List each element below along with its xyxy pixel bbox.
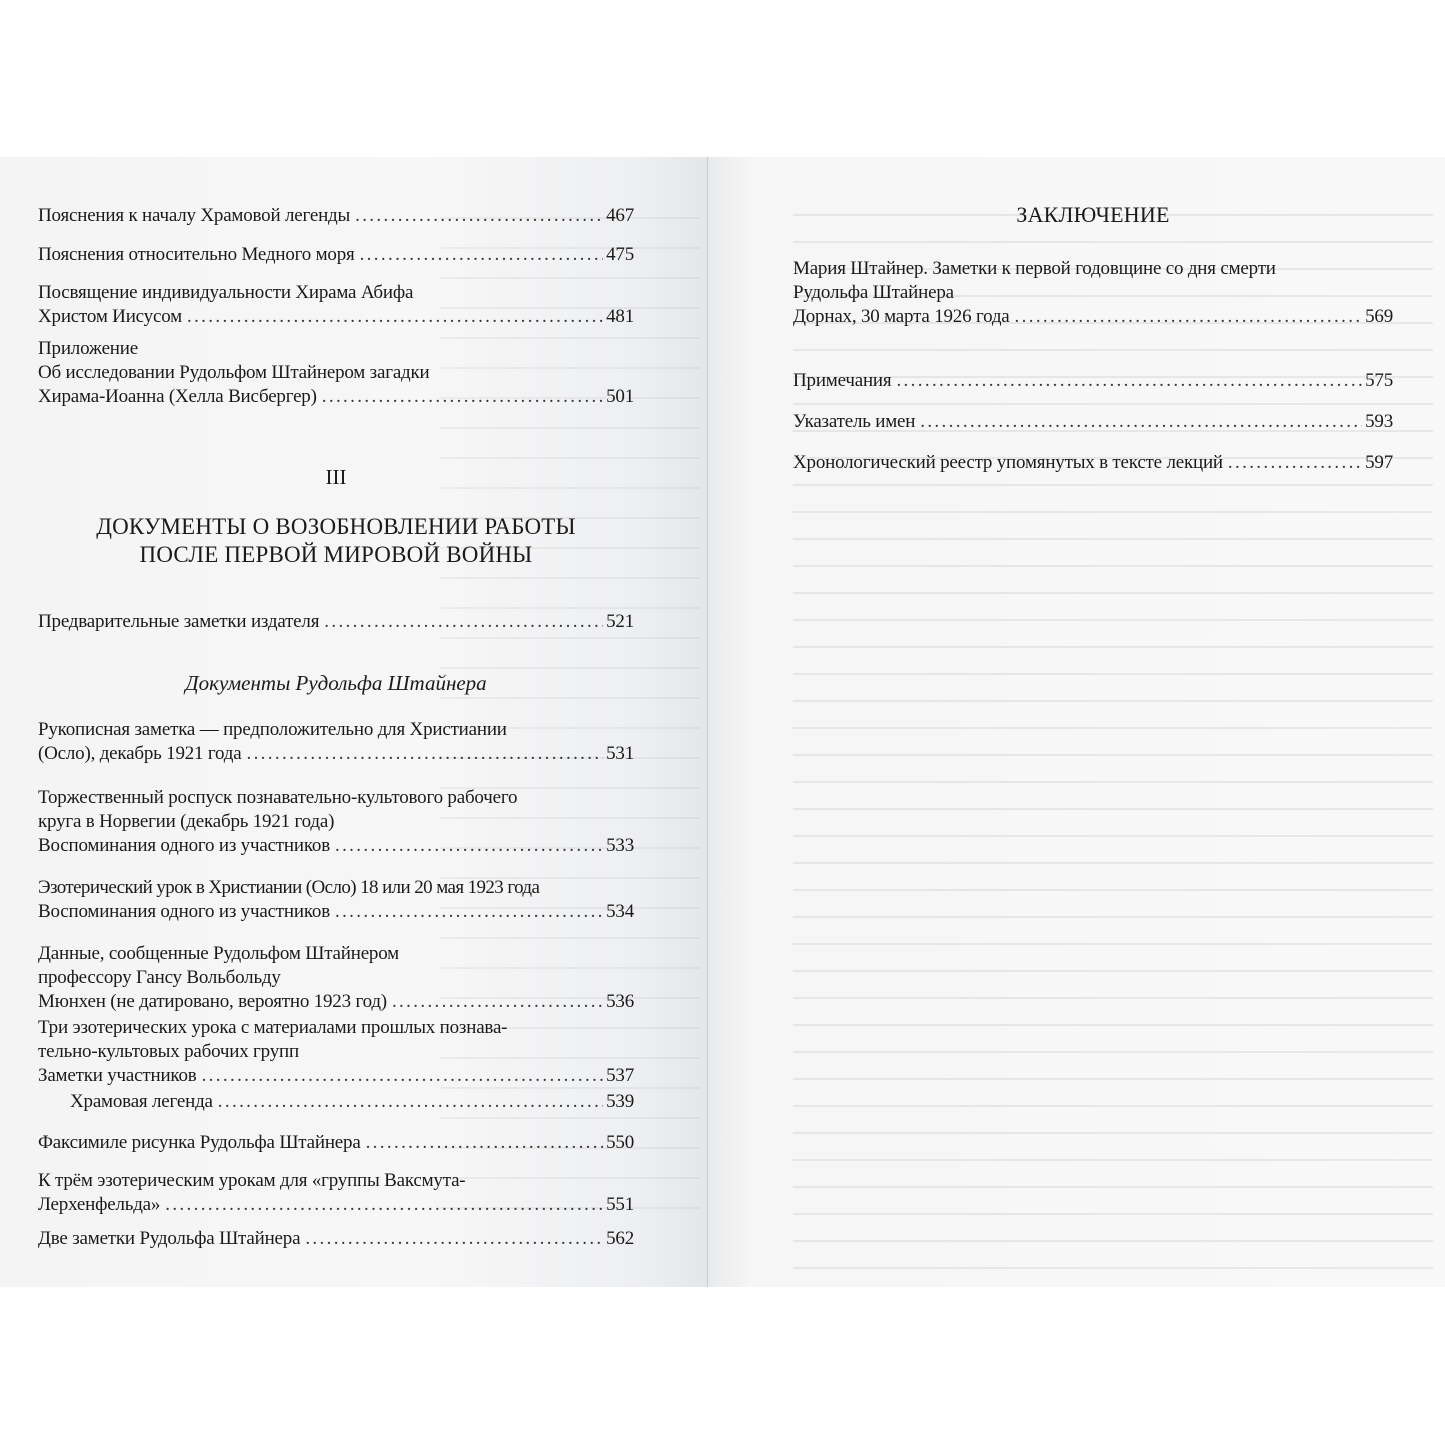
section-title: [38, 513, 634, 569]
toc-entry-title: Мюнхен (не датировано, вероятно 1923 год): [38, 991, 387, 1012]
toc-entry: [38, 337, 634, 409]
leader-dots: [366, 1131, 604, 1155]
toc-entry: [38, 1016, 634, 1088]
leader-dots: [1015, 305, 1363, 329]
leader-dots: [355, 204, 603, 228]
toc-entry: [793, 451, 1393, 475]
toc-entry-title: Воспоминания одного из участников: [38, 835, 330, 856]
toc-page-number: 597: [1365, 452, 1393, 473]
toc-entry-line: Приложение: [38, 338, 138, 359]
toc-entry: [38, 610, 634, 634]
toc-entry-line: Торжественный роспуск познавательно-культового рабочего: [38, 787, 518, 808]
toc-entry: [38, 1131, 634, 1155]
leader-dots: [187, 305, 603, 329]
toc-entry-title: Факсимиле рисунка Рудольфа Штайнера: [38, 1132, 361, 1153]
toc-entry: [38, 243, 634, 267]
toc-entry-title: Хронологический реестр упомянутых в тексте лекций: [793, 452, 1223, 473]
toc-entry-line: Об исследовании Рудольфом Штайнером загадки: [38, 362, 430, 383]
toc-page-number: 593: [1365, 411, 1393, 432]
right-page: [707, 157, 1445, 1287]
toc-entry-line: Рудольфа Штайнера: [793, 282, 954, 303]
toc-entry-indented: [38, 1090, 634, 1114]
leader-dots: [324, 610, 603, 634]
toc-entry-line: тельно-культовых рабочих групп: [38, 1041, 299, 1062]
toc-page-number: 562: [606, 1228, 634, 1249]
toc-page-number: 575: [1365, 370, 1393, 391]
leader-dots: [322, 385, 603, 409]
toc-entry: [38, 1169, 634, 1217]
toc-entry-title: Христом Иисусом: [38, 306, 182, 327]
toc-entry-line: Эзотерический урок в Христиании (Осло) 18 или 20 мая 1923 года: [38, 877, 540, 898]
leader-dots: [920, 410, 1362, 434]
toc-entry-line: Три эзотерических урока с материалами прошлых познава-: [38, 1017, 508, 1038]
toc-page-number: 537: [606, 1065, 634, 1086]
toc-entry: [38, 876, 634, 924]
toc-entry-line: Мария Штайнер. Заметки к первой годовщине со дня смерти: [793, 258, 1276, 279]
toc-entry-line: круга в Норвегии (декабрь 1921 года): [38, 811, 335, 832]
toc-page-number: 481: [606, 306, 634, 327]
toc-entry: [38, 1227, 634, 1251]
toc-entry-title: Хирама-Иоанна (Хелла Висбергер): [38, 386, 317, 407]
toc-entry-title: Пояснения к началу Храмовой легенды: [38, 205, 351, 226]
leader-dots: [392, 990, 603, 1014]
toc-entry-title: Заметки участников: [38, 1065, 197, 1086]
leader-dots: [165, 1193, 603, 1217]
subsection-title: Документы Рудольфа Штайнера: [185, 671, 487, 695]
toc-page-number: 534: [606, 901, 634, 922]
toc-page-number: 501: [606, 386, 634, 407]
bleed-through-text: [793, 197, 1433, 1277]
toc-entry-title: Лерхенфельда»: [38, 1194, 161, 1215]
toc-page-number: 550: [606, 1132, 634, 1153]
toc-entry: [793, 257, 1393, 329]
section-title-line: ДОКУМЕНТЫ О ВОЗОБНОВЛЕНИИ РАБОТЫ: [96, 514, 576, 539]
leader-dots: [246, 742, 603, 766]
toc-entry-title: (Осло), декабрь 1921 года: [38, 743, 242, 764]
toc-page-number: 531: [606, 743, 634, 764]
toc-page-number: 551: [606, 1194, 634, 1215]
toc-entry: [38, 204, 634, 228]
toc-entry-title: Предварительные заметки издателя: [38, 611, 320, 632]
toc-entry: [38, 718, 634, 766]
toc-entry-title: Дорнах, 30 марта 1926 года: [793, 306, 1010, 327]
toc-entry-title: Пояснения относительно Медного моря: [38, 244, 355, 265]
leader-dots: [335, 834, 603, 858]
toc-entry-title: Указатель имен: [793, 411, 916, 432]
leader-dots: [218, 1090, 603, 1114]
leader-dots: [360, 243, 604, 267]
book-spread: [0, 157, 1445, 1287]
section-title-line: ПОСЛЕ ПЕРВОЙ МИРОВОЙ ВОЙНЫ: [139, 542, 533, 567]
toc-entry-title: Две заметки Рудольфа Штайнера: [38, 1228, 301, 1249]
toc-entry: [793, 369, 1393, 393]
toc-page-number: 533: [606, 835, 634, 856]
toc-entry: [38, 281, 634, 329]
toc-entry-line: Данные, сообщенные Рудольфом Штайнером: [38, 943, 399, 964]
toc-entry-title: Примечания: [793, 370, 892, 391]
toc-entry-title: Воспоминания одного из участников: [38, 901, 330, 922]
leader-dots: [335, 900, 603, 924]
toc-page-number: 475: [606, 244, 634, 265]
leader-dots: [202, 1064, 604, 1088]
toc-entry-line: К трём эзотерическим урокам для «группы Ваксмута-: [38, 1170, 466, 1191]
toc-entry-title: Храмовая легенда: [70, 1091, 213, 1112]
left-page: [0, 157, 707, 1287]
section-number: III: [325, 465, 347, 489]
toc-page-number: 569: [1365, 306, 1393, 327]
toc-page-number: 536: [606, 991, 634, 1012]
section-title: ЗАКЛЮЧЕНИЕ: [1016, 202, 1170, 227]
toc-entry: [38, 942, 634, 1014]
toc-entry: [38, 786, 634, 858]
toc-entry-line: профессору Гансу Вольбольду: [38, 967, 281, 988]
toc-page-number: 467: [606, 205, 634, 226]
leader-dots: [1228, 451, 1362, 475]
leader-dots: [896, 369, 1362, 393]
leader-dots: [305, 1227, 603, 1251]
toc-entry-line: Посвящение индивидуальности Хирама Абифа: [38, 282, 414, 303]
toc-entry-line: Рукописная заметка — предположительно для Христиании: [38, 719, 507, 740]
toc-page-number: 539: [606, 1091, 634, 1112]
toc-page-number: 521: [606, 611, 634, 632]
toc-entry: [793, 410, 1393, 434]
